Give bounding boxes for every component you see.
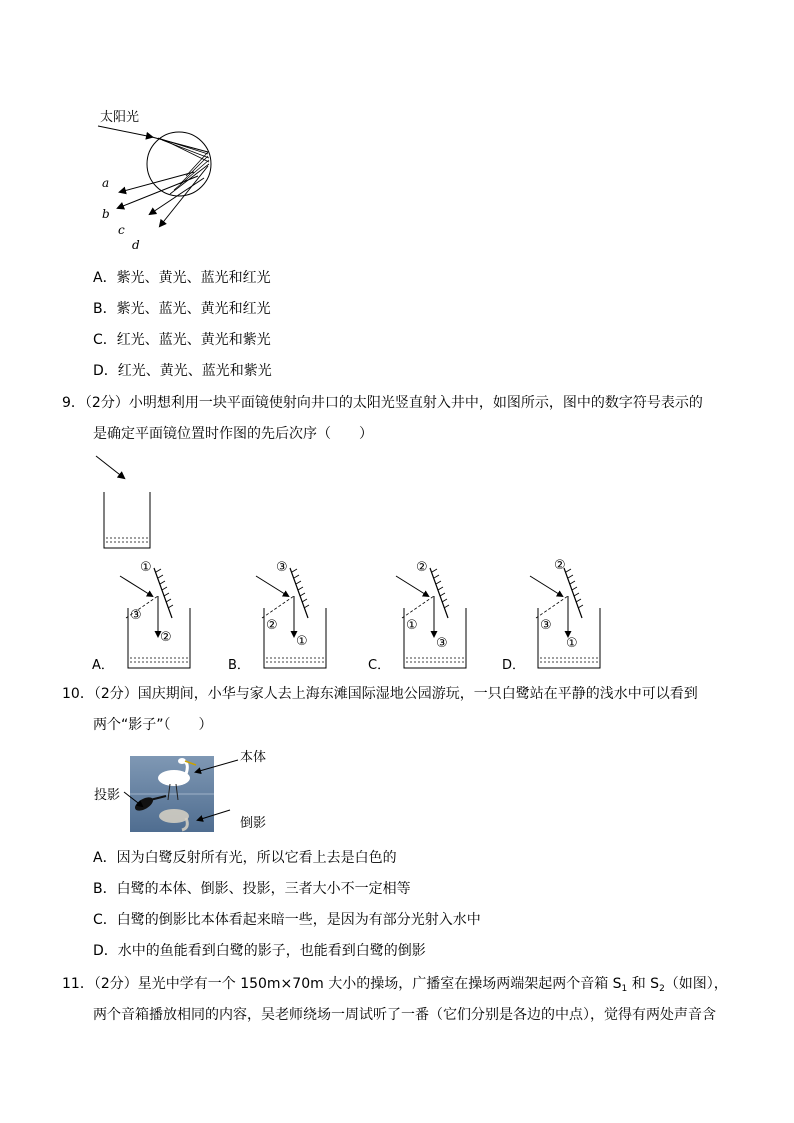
q10-option-d[interactable]: D．水中的鱼能看到白鹭的影子，也能看到白鹭的倒影 (93, 943, 426, 959)
q9-option-a-mark-bottom: ② (160, 630, 172, 645)
q8-option-b[interactable]: B．紫光、蓝光、黄光和红光 (93, 301, 271, 317)
q9-option-a-mark-left: ③ (130, 608, 142, 623)
q8-option-d[interactable]: D．红光、黄光、蓝光和紫光 (93, 363, 272, 379)
q9-option-a-diagram (112, 556, 192, 671)
q8-figure (90, 100, 230, 260)
q11-stem-line1 (62, 975, 728, 998)
q11-number: 11． (62, 976, 94, 992)
q8-option-a[interactable]: A．紫光、黄光、蓝光和红光 (93, 270, 271, 286)
q10-figure (90, 742, 290, 837)
q9-option-c[interactable] (368, 556, 468, 671)
q11-stem-part2: 和 S (627, 976, 660, 992)
q10-stem-line2: 两个“影子”（ ） (93, 717, 213, 733)
q9-option-d-mark-left: ③ (540, 618, 552, 633)
q11-sub1: 1 (621, 984, 628, 994)
q10-option-c[interactable]: C．白鹭的倒影比本体看起来暗一些，是因为有部分光射入水中 (93, 912, 481, 928)
q9-option-a-mark-top: ① (140, 560, 152, 575)
ray-label-a: a (102, 176, 110, 190)
q9-option-c-letter: C． (368, 658, 391, 673)
q9-stem-text: 小明想利用一块平面镜使射向井口的太阳光竖直射入井中，如图所示，图中的数字符号表示的 (128, 395, 703, 411)
q10-option-a[interactable]: A．因为白鹭反射所有光，所以它看上去是白色的 (93, 850, 397, 866)
ray-label-b: b (102, 207, 110, 221)
q9-stem-line2: 是确定平面镜位置时作图的先后次序（ ） (93, 426, 373, 442)
droplet-diagram (90, 100, 230, 260)
q9-option-c-mark-left: ① (406, 618, 418, 633)
sunlight-label: 太阳光 (100, 110, 140, 125)
q11-sub2: 2 (659, 984, 665, 994)
q9-option-d-mark-top: ② (554, 558, 566, 573)
q9-option-a[interactable] (92, 556, 192, 671)
q9-option-c-mark-bottom: ③ (436, 636, 448, 651)
q9-option-b-mark-bottom: ① (296, 634, 308, 649)
q10-score: （2分） (93, 686, 138, 702)
q10-stem-text: 国庆期间，小华与家人去上海东滩国际湿地公园游玩，一只白鹭站在平静的浅水中可以看到 (137, 686, 698, 702)
q8-option-c[interactable]: C．红光、蓝光、黄光和紫光 (93, 332, 271, 348)
label-shadow: 投影 (94, 788, 121, 803)
q9-option-a-letter: A． (92, 658, 114, 673)
q9-option-d-mark-bottom: ① (566, 636, 578, 651)
q9-option-b[interactable] (228, 556, 328, 671)
label-reflection: 倒影 (240, 816, 267, 831)
q10-number: 10． (62, 686, 94, 702)
q11-score: （2分） (93, 976, 138, 992)
ray-label-c: c (118, 223, 125, 237)
q9-option-d-diagram (522, 556, 602, 671)
q9-option-d[interactable] (502, 556, 602, 671)
q9-stem-line1 (62, 394, 703, 412)
q10-stem-line1 (62, 685, 698, 703)
q9-well-figure (90, 452, 160, 552)
ray-label-d: d (132, 238, 140, 252)
q11-stem-part1: 星光中学有一个 150m×70m 大小的操场，广播室在操场两端架起两个音箱 S (137, 976, 622, 992)
q9-score: （2分） (84, 395, 129, 411)
q9-option-b-letter: B． (228, 658, 250, 673)
q9-option-b-mark-top: ③ (276, 560, 288, 575)
q9-number: 9． (62, 395, 85, 411)
q9-option-b-mark-left: ② (266, 618, 278, 633)
q11-stem-line2: 两个音箱播放相同的内容，吴老师绕场一周试听了一番（它们分别是各边的中点），觉得有两处声音含 (93, 1007, 716, 1023)
q10-option-b[interactable]: B．白鹭的本体、倒影、投影，三者大小不一定相等 (93, 881, 411, 897)
q11-stem-part3: （如图）， (664, 976, 728, 992)
q9-option-d-letter: D． (502, 658, 526, 673)
q9-option-b-diagram (248, 556, 328, 671)
q9-option-c-mark-top: ② (416, 560, 428, 575)
label-body: 本体 (240, 750, 267, 765)
q9-option-c-diagram (388, 556, 468, 671)
